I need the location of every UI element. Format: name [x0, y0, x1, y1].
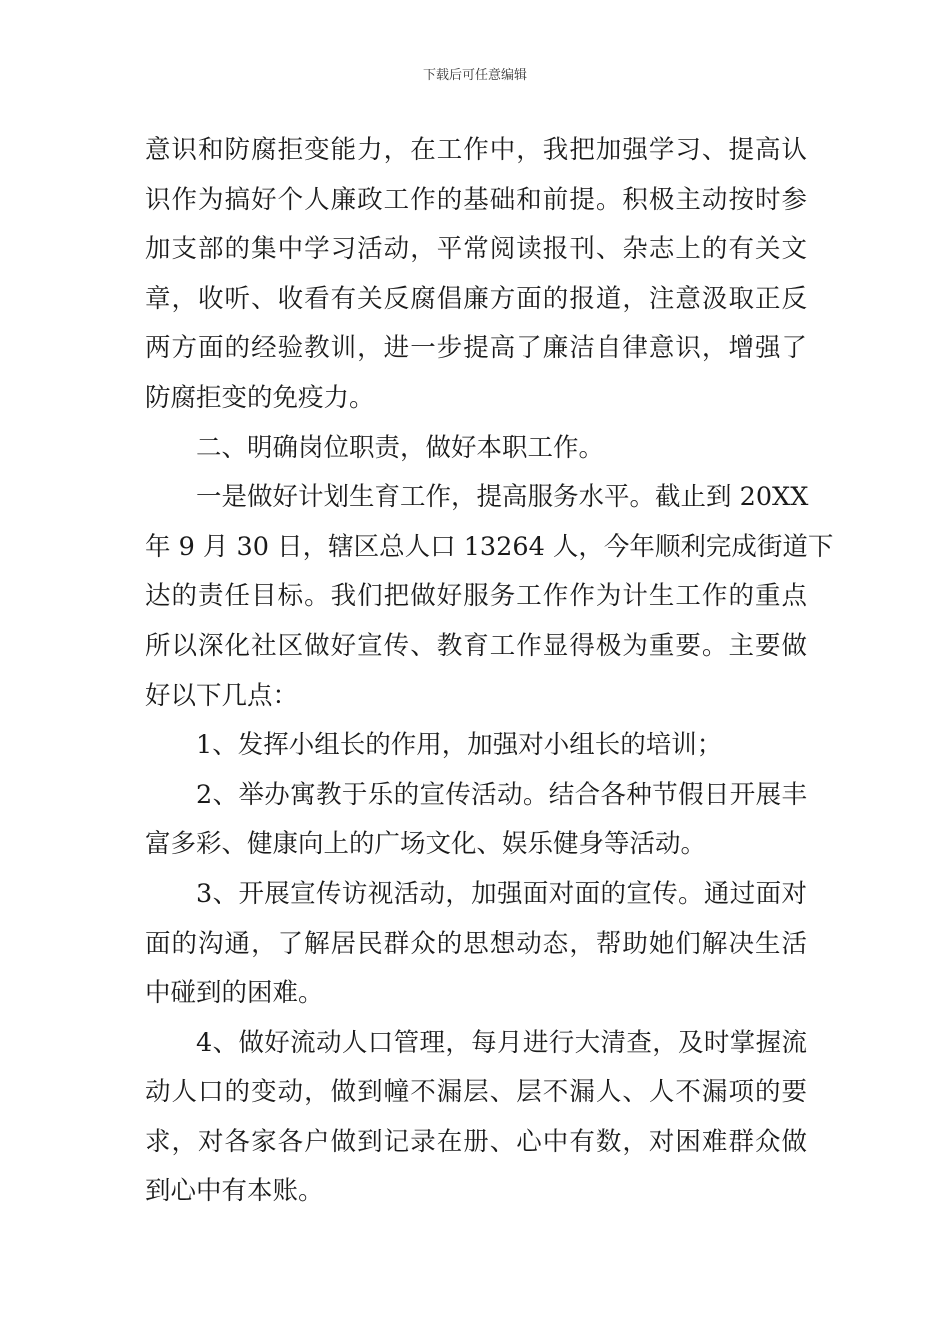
- text-line: 章，收听、收看有关反腐倡廉方面的报道，注意汲取正反: [145, 283, 807, 314]
- text-line: 中碰到的困难。: [145, 978, 324, 1009]
- text-line: 4、做好流动人口管理，每月进行大清查，及时掌握流: [196, 1027, 807, 1058]
- text-line: 二、明确岗位职责，做好本职工作。: [196, 432, 605, 463]
- text-line: 一是做好计划生育工作，提高服务水平。截止到 20XX: [196, 482, 809, 513]
- text-line: 面的沟通，了解居民群众的思想动态，帮助她们解决生活: [145, 928, 807, 959]
- text-line: 识作为搞好个人廉政工作的基础和前提。积极主动按时参: [145, 184, 807, 215]
- text-line: 加支部的集中学习活动，平常阅读报刊、杂志上的有关文: [145, 234, 807, 265]
- text-line: 两方面的经验教训，进一步提高了廉洁自律意识，增强了: [145, 333, 807, 364]
- text-line: 3、开展宣传访视活动，加强面对面的宣传。通过面对: [196, 878, 807, 909]
- text-line: 富多彩、健康向上的广场文化、娱乐健身等活动。: [145, 829, 707, 860]
- text-line: 达的责任目标。我们把做好服务工作作为计生工作的重点: [145, 581, 807, 612]
- text-line: 年 9 月 30 日，辖区总人口 13264 人，今年顺利完成街道下: [145, 531, 834, 562]
- text-line: 求，对各家各户做到记录在册、心中有数，对困难群众做: [145, 1126, 807, 1157]
- text-line: 动人口的变动，做到幢不漏层、层不漏人、人不漏项的要: [145, 1077, 807, 1108]
- text-line: 到心中有本账。: [145, 1176, 324, 1207]
- header-note: 下载后可任意编辑: [422, 68, 527, 83]
- text-line: 1、发挥小组长的作用，加强对小组长的培训；: [196, 730, 723, 761]
- text-line: 防腐拒变的免疫力。: [145, 382, 375, 413]
- text-line: 2、举办寓教于乐的宣传活动。结合各种节假日开展丰: [196, 779, 807, 810]
- document-body: [145, 126, 834, 1217]
- text-line: 意识和防腐拒变能力，在工作中，我把加强学习、提高认: [145, 135, 807, 165]
- text-line: 所以深化社区做好宣传、教育工作显得极为重要。主要做: [145, 630, 807, 661]
- text-line: 好以下几点：: [145, 680, 299, 711]
